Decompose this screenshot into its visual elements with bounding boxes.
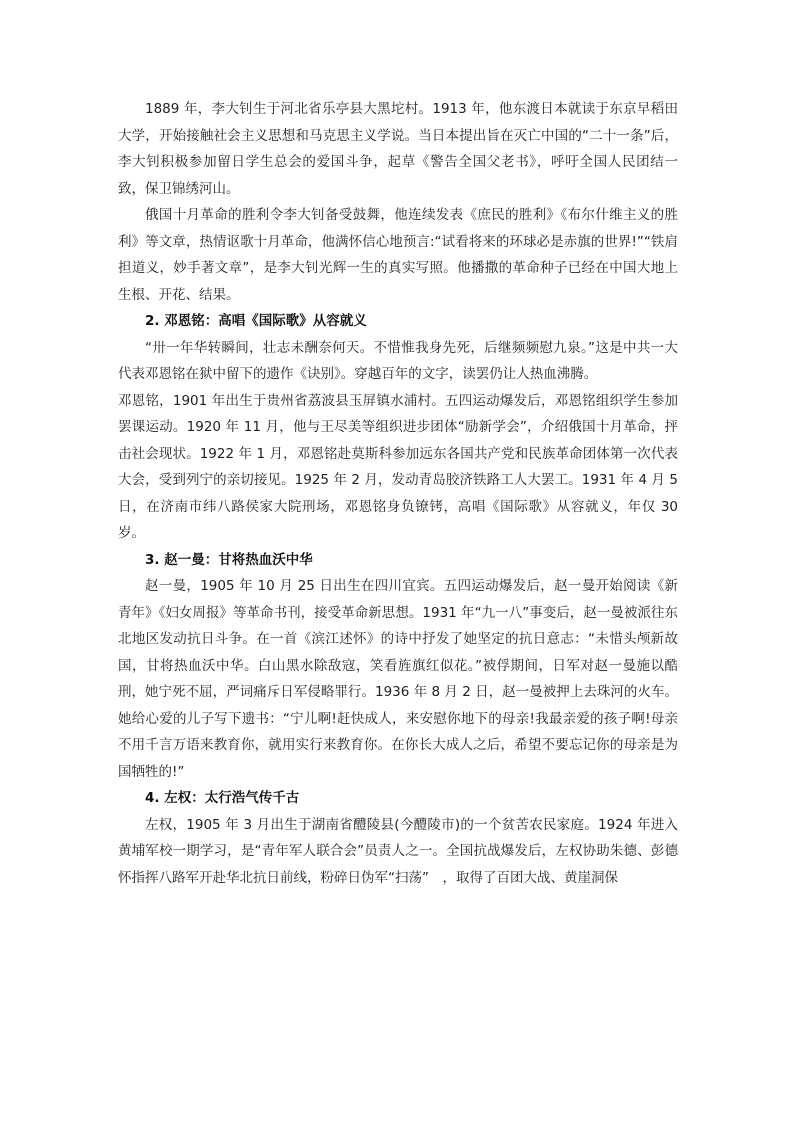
- paragraph-deng-enming-bio: 邓恩铭，1901 年出生于贵州省荔波县玉屏镇水浦村。五四运动爆发后，邓恩铭组织学生参加罢课运动。1920 年 11 月，他与王尽美等组织进步团体“励新学会”，介绍俄国十月革命，抨击社会现状。1922 年 1 月，邓恩铭赴莫斯科参加远东各国共产党和民族革命团体第一次代表大会，受到列宁的亲切接见。1925 年 2 月，发动青岛胶济铁路工人大罢工。1931 年 4 月 5 日，在济南市纬八路侯家大院刑场，邓恩铭身负镣铐，高唱《国际歌》从容就义，年仅 30 岁。: [118, 392, 678, 541]
- section-heading-deng-enming: 2. 邓恩铭：高唱《国际歌》从容就义: [145, 313, 367, 329]
- document-page: [118, 96, 678, 891]
- paragraph-li-dazhao-revolution: 俄国十月革命的胜利令李大钊备受鼓舞，他连续发表《庶民的胜利》《布尔什维主义的胜利》等文章，热情讴歌十月革命，他满怀信心地预言:“试看将来的环球必是赤旗的世界!”“铁肩担道义，妙手著文章”，是李大钊光辉一生的真实写照。他播撒的革命种子已经在中国大地上生根、开花、结果。: [118, 207, 678, 303]
- paragraph-zuo-quan-bio: 左权，1905 年 3 月出生于湖南省醴陵县(今醴陵市)的一个贫苦农民家庭。1924 年进入黄埔军校一期学习，是“青年军人联合会”员责人之一。全国抗战爆发后，左权协助朱德、彭德怀指挥八路军开赴华北抗日前线，粉碎日伪军“扫荡” ，取得了百团大战、黄崖洞保: [118, 816, 678, 886]
- paragraph-deng-enming-poem: “卅一年华转瞬间，壮志未酬奈何天。不惜惟我身先死，后继频频慰九泉。”这是中共一大代表邓恩铭在狱中留下的遗作《诀别》。穿越百年的文字，读罢仍让人热血沸腾。: [118, 339, 678, 382]
- section-heading-zhao-yiman: 3. 赵一曼：甘将热血沃中华: [145, 551, 313, 568]
- paragraph-li-dazhao-bio: 1889 年，李大钊生于河北省乐亭县大黑坨村。1913 年，他东渡日本就读于东京早稻田大学，开始接触社会主义思想和马克思主义学说。当日本提出旨在灭亡中国的“二十一条”后，李大钊积极参加留日学生总会的爱国斗争，起草《警告全国父老书》，呼吁全国人民团结一致，保卫锦绣河山。: [118, 101, 678, 197]
- section-heading-zuo-quan: 4. 左权：太行浩气传千古: [145, 790, 300, 806]
- paragraph-zhao-yiman-bio: 赵一曼，1905 年 10 月 25 日出生在四川宜宾。五四运动爆发后，赵一曼开始阅读《新青年》《妇女周报》等革命书刊，接受革命新思想。1931 年“九一八”事变后，赵一曼被派往东北地区发动抗日斗争。在一首《滨江述怀》的诗中抒发了她坚定的抗日意志：“未惜头颅新故国，甘将热血沃中华。白山黑水除敌寇，笑看旌旗红似花。”被俘期间，日军对赵一曼施以酷刑，她宁死不屈，严词痛斥日军侵略罪行。1936 年 8 月 2 日，赵一曼被押上去珠河的火车。她给心爱的儿子写下遗书：“宁儿啊!赶快成人，来安慰你地下的母亲!我最亲爱的孩子啊!母亲不用千言万语来教育你，就用实行来教育你。在你长大成人之后，希望不要忘记你的母亲是为国牺牲的!”: [118, 578, 678, 780]
